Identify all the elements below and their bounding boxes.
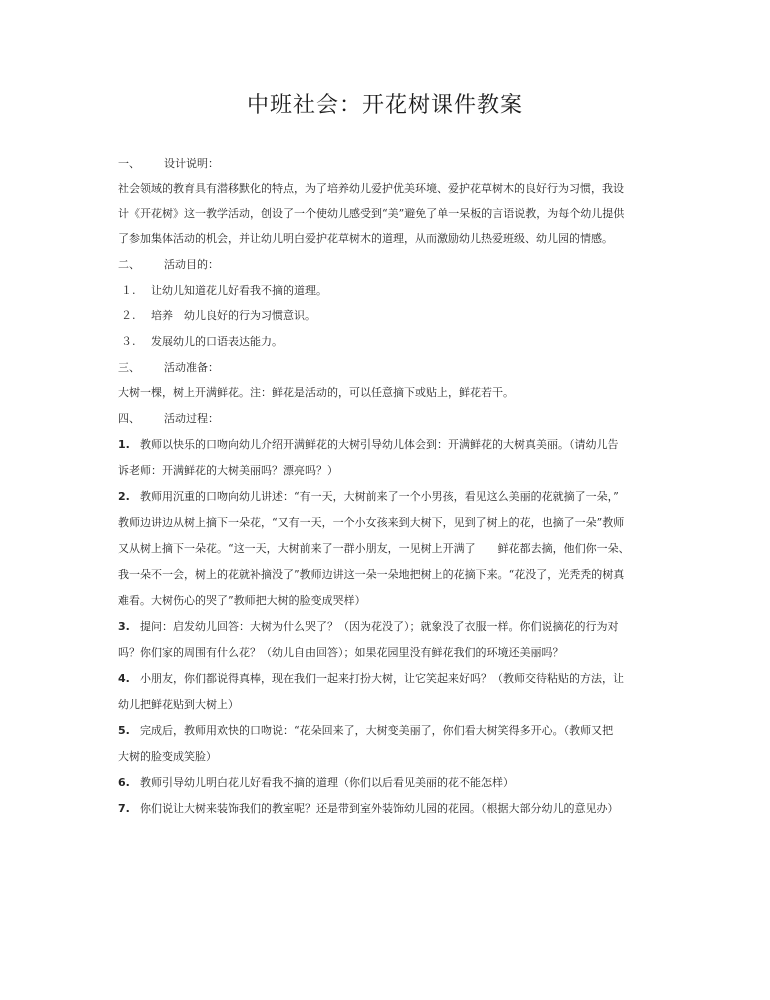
step-continuation: 幼儿把鲜花贴到大树上） [118,698,239,711]
goal-number: １. [121,284,136,297]
step-continuation: 难看。大树伤心的哭了”教师把大树的脸变成哭样） [118,594,366,607]
paragraph-line: 了参加集体活动的机会，并让幼儿明白爱护花草树木的道理，从而激励幼儿热爱班级、幼儿园的情感。 [118,232,613,245]
step-number: 2. [118,490,130,503]
step-item [118,724,658,738]
step-text: 完成后，教师用欢快的口吻说：“花朵回来了，大树变美丽了，你们看大树笑得多开心。（教师又把 [140,724,614,737]
section-heading-design [118,157,658,171]
step-item [118,620,658,634]
section-heading-prep [118,361,658,375]
section-heading-goals [118,258,658,272]
step-number: 1. [118,438,130,451]
section-label: 活动准备： [164,361,219,374]
step-text: 教师用沉重的口吻向幼儿讲述：“有一天，大树前来了一个小男孩，看见这么美丽的花就摘了一朵，” [140,490,619,503]
step-number: 3. [118,620,130,633]
step-item [118,490,658,504]
paragraph-line: 社会领域的教育具有潜移默化的特点，为了培养幼儿爱护优美环境、爱护花草树木的良好行为习惯，我设 [118,182,624,195]
section-number: 一、 [118,157,140,170]
goal-text: 发展幼儿的口语表达能力。 [151,335,283,348]
step-continuation: 教师边讲边从树上摘下一朵花，“又有一天，一个小女孩来到大树下，见到了树上的花，也摘了一朵”教师 [118,516,625,529]
step-text: 提问：启发幼儿回答：大树为什么哭了？（因为花没了）；就象没了衣服一样。你们说摘花的行为对 [140,620,619,633]
goal-number: ３. [121,335,136,348]
section-label: 活动目的： [164,258,219,271]
goal-item [118,284,658,298]
step-text: 教师以快乐的口吻向幼儿介绍开满鲜花的大树引导幼儿体会到：开满鲜花的大树真美丽。（请幼儿告 [140,438,619,451]
step-item [118,672,658,686]
step-item [118,776,658,790]
step-number: 7. [118,802,130,815]
section-number: 四、 [118,412,140,425]
step-continuation: 大树的脸变成笑脸） [118,750,217,763]
section-number: 二、 [118,258,140,271]
goal-number: ２. [121,309,136,322]
step-continuation: 又从树上摘下一朵花。“这一天，大树前来了一群小朋友，一见树上开满了 鲜花都去摘，他们你一朵、 [118,542,630,555]
step-number: 5. [118,724,130,737]
step-continuation: 诉老师：开满鲜花的大树美丽吗？漂亮吗？） [118,464,338,477]
section-label: 设计说明： [164,157,219,170]
goal-item [118,309,658,323]
step-item [118,802,658,816]
step-continuation: 我一朵不一会，树上的花就补摘没了”教师边讲这一朵一朵地把树上的花摘下来。“花没了，光秃秃的树真 [118,568,625,581]
step-text: 你们说让大树来装饰我们的教室呢？还是带到室外装饰幼儿园的花园。（根据大部分幼儿的意见办） [140,802,619,815]
section-label: 活动过程： [164,412,219,425]
section-heading-process [118,412,658,426]
section-number: 三、 [118,361,140,374]
step-number: 4. [118,672,130,685]
goal-text: 培养 幼儿良好的行为习惯意识。 [151,309,316,322]
step-item [118,438,658,452]
goal-item [118,335,658,349]
step-number: 6. [118,776,130,789]
paragraph-line: 计《开花树》这一教学活动，创设了一个使幼儿感受到“美”避免了单一呆板的言语说教，为每个幼儿提供 [118,207,625,220]
page-title: 中班社会：开花树课件教案 [246,93,523,118]
step-text: 小朋友，你们都说得真棒，现在我们一起来打扮大树，让它笑起来好吗？（教师交待粘贴的方法，让 [140,672,624,685]
paragraph-line: 大树一棵，树上开满鲜花。注：鲜花是活动的，可以任意摘下或贴上，鲜花若干。 [118,386,514,399]
goal-text: 让幼儿知道花儿好看我不摘的道理。 [151,284,327,297]
step-continuation: 吗？你们家的周围有什么花？（幼儿自由回答）；如果花园里没有鲜花我们的环境还美丽吗？ [118,646,564,659]
step-text: 教师引导幼儿明白花儿好看我不摘的道理（你们以后看见美丽的花不能怎样） [140,776,514,789]
